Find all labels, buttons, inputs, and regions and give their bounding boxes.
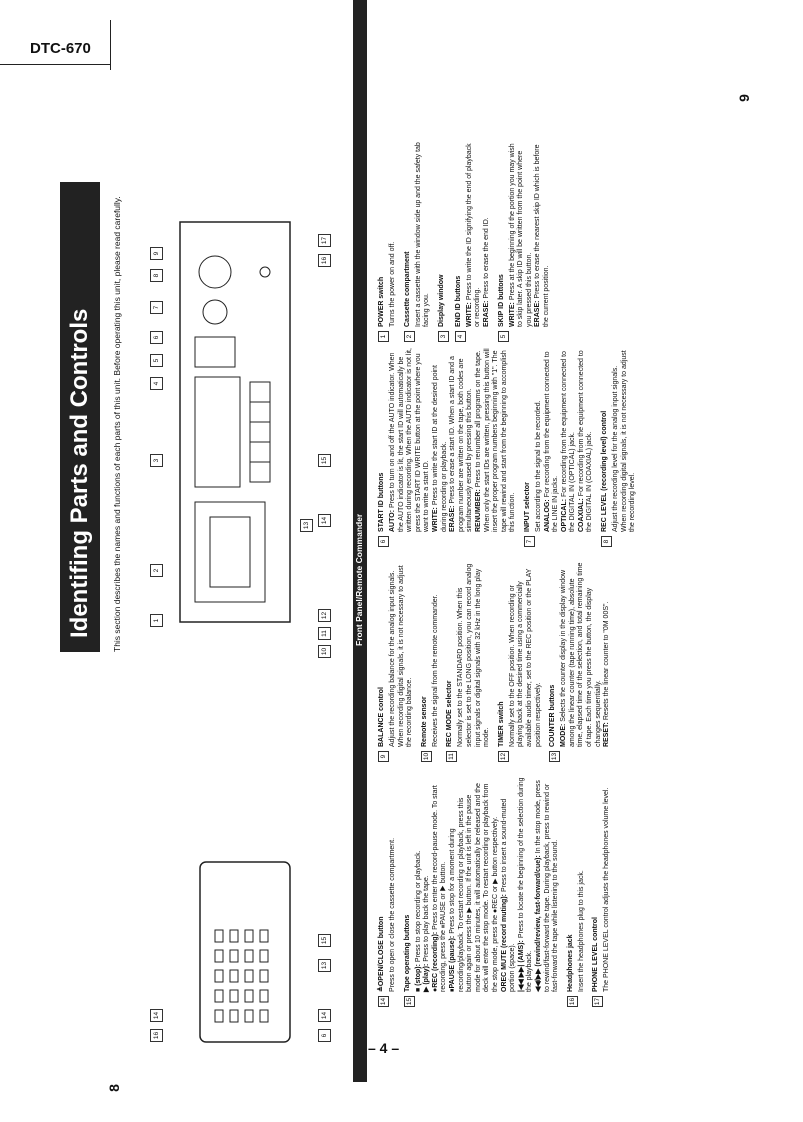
headphone-jack <box>260 267 270 277</box>
column-1 <box>378 142 558 342</box>
callout-remote-13: 13 <box>318 959 331 972</box>
sub-text: Set according to the signal to be recorded. <box>534 400 542 532</box>
control-item-5 <box>498 142 552 342</box>
sub-text: Press at the beginning of the portion you may wish to skip later. A skip ID will be written from the point where you pressed this button. <box>508 143 533 327</box>
display-window <box>195 377 240 487</box>
balance-knob <box>199 256 231 288</box>
item-description: Turns the power on and off. <box>389 241 396 327</box>
front-panel-diagram <box>140 182 340 642</box>
item-sub-description <box>603 562 612 747</box>
item-description: The PHONE LEVEL control adjusts the headphones volume level. <box>603 787 611 992</box>
sub-text: Press to play back the tape. <box>423 875 431 964</box>
sub-label: AUTO: <box>389 509 396 532</box>
section-heading: Front Panel/Remote Commander <box>353 0 367 652</box>
page-title: Identifing Parts and Controls <box>60 182 100 652</box>
item-number: 5 <box>498 331 509 342</box>
item-description: Normally set to the STANDARD position. When this selector is set to the LONG position, you can record analog input signals or digital signals with 32 kHz in the long play mode. <box>457 563 491 747</box>
sub-label: MODE: <box>560 723 568 747</box>
item-description: Press to open or close the cassette compartment. <box>389 837 396 992</box>
sub-text: For recording from the equipment connected to the LINE IN jacks. <box>543 351 560 532</box>
item-number: 1 <box>378 331 389 342</box>
sub-text: In the stop mode, press to rewind/fast-forward the tape. During playback, press to rewind or fast-forward the tape while listening to the sound. <box>534 780 560 992</box>
callout-4: 4 <box>150 377 163 390</box>
sub-label: OPTICAL: <box>560 498 568 532</box>
item-sub-description <box>578 347 595 532</box>
control-item-3 <box>438 142 449 342</box>
callout-11: 11 <box>318 627 331 640</box>
callout-7: 7 <box>150 301 163 314</box>
sub-text: Press to enter the record-pause mode. To start recording, press the ⏸PAUSE or ▶ button. <box>431 785 448 992</box>
page-number-right: 9 <box>735 94 752 102</box>
page-number-left: 8 <box>105 1084 122 1092</box>
item-number: 2 <box>404 331 415 342</box>
sub-text: Press to stop recording or playback. <box>414 850 422 965</box>
control-item-13 <box>549 562 612 762</box>
item-number: 17 <box>594 997 602 1006</box>
sub-text: Press to renumber all programs on the tape. When only the start IDs are written, pressing this button will insert the proper program numbers beginning with "1". The tape will rewind and start from the beginning to accomplish this function. <box>474 348 517 532</box>
item-number: 4 <box>455 331 466 342</box>
sub-label: RENUMBER: <box>474 489 482 532</box>
sub-label: WRITE: <box>465 302 473 327</box>
item-number: 7 <box>524 536 535 547</box>
callout-5: 5 <box>150 354 163 367</box>
item-number: 12 <box>499 752 507 761</box>
item-sub-description <box>544 347 561 532</box>
item-number: 11 <box>446 751 457 762</box>
item-sub-description <box>423 777 432 992</box>
item-heading: BALANCE control <box>378 687 385 747</box>
column-4 <box>378 777 618 1007</box>
sub-text: Press to write the start ID at the desired point during recording or playback. <box>431 365 448 532</box>
item-heading: INPUT selector <box>523 482 531 532</box>
item-heading: START ID buttons <box>378 472 385 532</box>
control-item-8 <box>601 347 638 547</box>
item-number: 10 <box>422 752 430 761</box>
sub-label: ●REC (recording): <box>431 931 439 992</box>
item-heading: REC LEVEL (recording level) control <box>601 410 609 532</box>
item-heading: Tape operating buttons <box>403 914 411 992</box>
sub-text: Press to turn on and off the AUTO indicator. When the AUTO indicator is lit, the start ID will automatically be written during recording. When the AUTO indicator is not lit, press the START ID WRITE button at the point where you want to write a start ID. <box>389 348 431 532</box>
control-item-12 <box>498 562 543 762</box>
item-number: 8 <box>601 536 612 547</box>
sub-label: ERASE: <box>534 300 542 327</box>
item-heading: Remote sensor <box>420 696 428 747</box>
callout-2: 2 <box>150 564 163 577</box>
callout-16: 16 <box>318 254 331 267</box>
control-item-11 <box>446 562 491 762</box>
control-item-17 <box>592 777 612 1007</box>
control-item-1 <box>378 142 398 342</box>
callout-17: 17 <box>318 234 331 247</box>
intro-text: This section describes the names and functions of each parts of this unit. Before operating this unit, please read carefully. <box>112 196 122 652</box>
sub-label: WRITE: <box>508 302 516 327</box>
column-3 <box>378 562 618 762</box>
sub-text: Press to stop for a moment during recording/playback. To restart recording or playback, press this button again or press the ▶ button. If the unit is left in the pause mode for about 10 minutes, it will automatically be released and the deck will enter the stop mode. To restart recording or playback from the stop mode, press the ●REC or ▶ button respectively. <box>448 783 499 992</box>
remote-commander-diagram <box>180 802 330 1062</box>
sub-text: Press to insert a sound-muted portion (space). <box>500 798 517 992</box>
item-sub-description <box>535 347 544 532</box>
item-heading: TIMER switch <box>497 701 505 747</box>
column-2 <box>378 347 644 547</box>
sub-text: Press to locate the beginning of the selection during the playback. <box>517 777 534 992</box>
item-sub-description <box>535 777 561 992</box>
model-number: DTC-670 <box>30 40 91 57</box>
item-heading: PHONE LEVEL control <box>592 917 600 992</box>
sub-text: Press to write the ID signifying the end of playback or recording. <box>465 143 482 327</box>
item-description: Insert a cassette with the window side up and the safety tab facing you. <box>414 142 431 327</box>
sub-text: For recording from the equipment connected to the DIGITAL IN (COAXIAL) jack. <box>577 350 594 532</box>
callout-remote-14b: 14 <box>318 1009 331 1022</box>
item-description: Adjust the recording level for the analog input signals. When recording digital signals, it is not necessary to adjust the recording level. <box>612 350 637 532</box>
callout-14: 14 <box>318 514 331 527</box>
control-item-7 <box>524 347 595 547</box>
item-sub-description <box>560 562 603 747</box>
item-description: Adjust the recording balance for the analog input signals. When recording digital signals, it is not necessary to adjust the recording balance. <box>389 565 414 747</box>
sub-label: ANALOG: <box>543 499 551 532</box>
sub-label: ▶ (play): <box>423 963 431 992</box>
item-sub-description <box>561 347 578 532</box>
item-description: Receives the signal from the remote commander. <box>431 594 439 747</box>
page-number-center: – 4 – <box>368 1040 400 1056</box>
sub-label: OREC MUTE (record muting): <box>500 894 508 992</box>
item-sub-description <box>501 777 518 992</box>
callout-remote-14: 14 <box>150 1009 163 1022</box>
sub-label: |◀◀ ▶▶| (AMS): <box>517 940 525 992</box>
callout-15: 15 <box>318 454 331 467</box>
control-item-9 <box>378 562 415 762</box>
callout-6: 6 <box>150 331 163 344</box>
sub-label: COAXIAL: <box>577 498 585 532</box>
item-description: Insert the headphones plug to this jack. <box>577 870 585 992</box>
transport-buttons <box>250 382 270 482</box>
sub-label: ◀◀/▶▶ (rewind/review, fast-forward/cue): <box>534 855 542 992</box>
control-item-14 <box>378 777 398 1007</box>
sub-text: Resets the linear counter to "0M 00S". <box>603 601 611 723</box>
item-heading: POWER switch <box>378 276 385 327</box>
item-sub-description <box>466 142 483 327</box>
item-sub-description <box>534 142 551 327</box>
callout-remote-16: 16 <box>150 1029 163 1042</box>
sub-label: ■ (stop): <box>414 964 422 992</box>
callout-12: 12 <box>318 609 331 622</box>
section-heading-bar-right <box>353 652 367 1082</box>
deck-body <box>180 222 290 622</box>
sub-text: Press to erase the nearest skip ID which is before the current position. <box>534 144 550 327</box>
item-heading: REC MODE selector <box>446 680 454 747</box>
callout-remote-15: 15 <box>318 934 331 947</box>
control-item-10 <box>421 562 441 762</box>
sub-label: ERASE: <box>449 505 457 532</box>
item-number: 14 <box>380 997 387 1006</box>
item-sub-description <box>432 347 449 532</box>
item-number: 9 <box>378 751 389 762</box>
item-description: Normally set to the OFF position. When recording or playing back at the desired time using a commercially available audio timer, set to the REC position or the PLAY position respectively. <box>508 568 542 747</box>
sub-text: Selects the counter display in the display window among the linear counter (tape running time), absolute time, elapsed time of the selection, and total remaining time of tape. Each time you press the button, the display changes sequentially. <box>560 562 602 747</box>
item-sub-description <box>415 777 424 992</box>
item-sub-description <box>509 142 535 327</box>
control-item-15 <box>404 777 561 1007</box>
sub-label: WRITE: <box>431 507 439 532</box>
sub-label: ⏸PAUSE (pause): <box>448 935 456 992</box>
callout-remote-6: 6 <box>318 1029 331 1042</box>
callout-13: 13 <box>300 519 313 532</box>
sub-text: For recording from the equipment connected to the DIGITAL IN (OPTICAL) jack. <box>560 351 577 532</box>
callout-1: 1 <box>150 614 163 627</box>
item-sub-description <box>518 777 535 992</box>
sub-label: RESET: <box>603 722 611 747</box>
control-item-6 <box>378 347 518 547</box>
item-number: 13 <box>551 752 559 761</box>
control-item-2 <box>404 142 432 342</box>
control-item-16 <box>567 777 587 1007</box>
item-number: 6 <box>378 536 389 547</box>
item-heading: Headphones jack <box>566 934 574 992</box>
callout-10: 10 <box>318 645 331 658</box>
item-heading: SKIP ID buttons <box>497 274 505 327</box>
callout-3: 3 <box>150 454 163 467</box>
item-sub-description <box>483 142 492 327</box>
item-sub-description <box>389 347 432 532</box>
callout-9: 9 <box>150 247 163 260</box>
item-sub-description <box>475 347 518 532</box>
item-heading: COUNTER buttons <box>549 684 557 747</box>
item-heading: END ID buttons <box>454 275 462 327</box>
item-sub-description <box>449 777 501 992</box>
item-heading: Display window <box>437 274 445 327</box>
item-number: 3 <box>438 331 449 342</box>
item-heading: Cassette compartment <box>403 251 411 327</box>
item-sub-description <box>449 347 475 532</box>
item-number: 15 <box>405 997 413 1006</box>
sub-label: ERASE: <box>482 300 490 327</box>
callout-8: 8 <box>150 269 163 282</box>
control-item-4 <box>455 142 492 342</box>
rec-level-knob <box>203 300 227 324</box>
sub-text: Press to erase a start ID. When a start ID and a program number are written on the tape, both codes are simultaneously erased by pressing this button. <box>449 356 474 532</box>
item-heading: ≜OPEN/CLOSE button <box>378 916 385 992</box>
item-sub-description <box>432 777 449 992</box>
item-number: 16 <box>568 997 576 1006</box>
sub-text: Press to erase the end ID. <box>482 217 490 301</box>
